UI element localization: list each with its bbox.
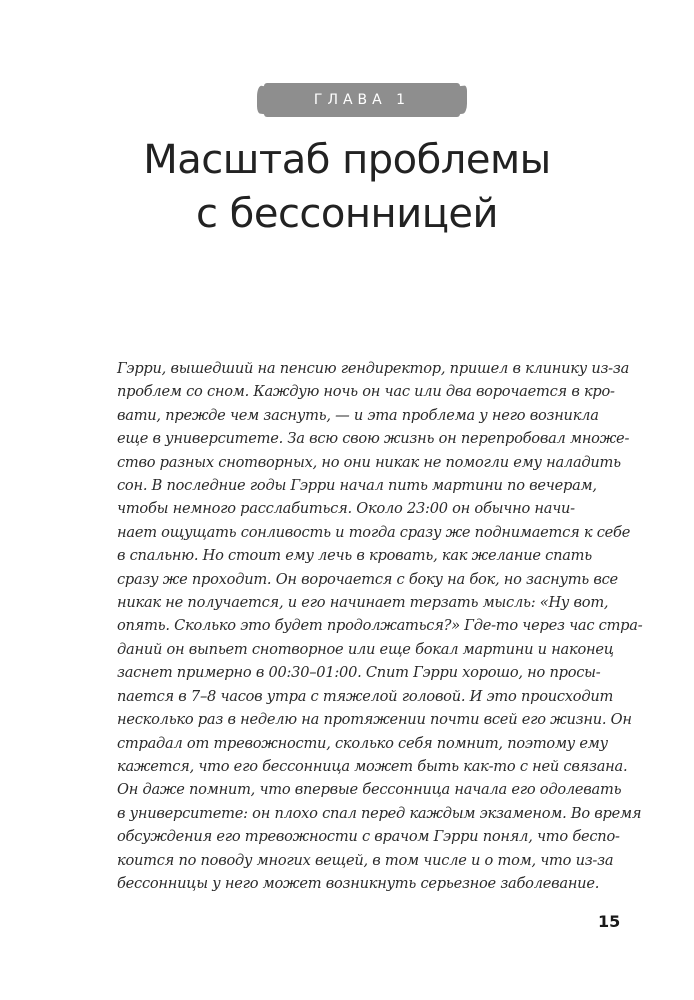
body-line: заснет примерно в 00:30–01:00. Спит Гэрри хорошо, но просы- <box>117 664 601 682</box>
body-paragraph <box>117 357 643 895</box>
body-line: ство разных снотворных, но они никак не помогли ему наладить <box>117 453 621 471</box>
body-line: коится по поводу многих вещей, в том числе и о том, что из-за <box>117 851 614 869</box>
body-line: Гэрри, вышедший на пенсию гендиректор, пришел в клинику из-за <box>117 360 630 377</box>
page-number: 15 <box>598 912 621 931</box>
body-line: сразу же проходит. Он ворочается с боку на бок, но заснуть все <box>117 570 618 588</box>
body-line: страдал от тревожности, сколько себя помнит, поэтому ему <box>117 734 608 752</box>
body-line: вати, прежде чем заснуть, — и эта проблема у него возникла <box>117 406 599 424</box>
chapter-badge <box>264 83 460 117</box>
body-line: обсуждения его тревожности с врачом Гэрри понял, что беспо- <box>117 828 620 846</box>
chapter-title-line: с бессонницей <box>195 191 499 237</box>
body-line: проблем со сном. Каждую ночь он час или два ворочается в кро- <box>117 383 615 401</box>
body-line: Он даже помнит, что впервые бессонница начала его одолевать <box>117 781 622 799</box>
body-line: в университете: он плохо спал перед каждым экзаменом. Во время <box>117 804 642 822</box>
body-line: бессонницы у него может возникнуть серьезное заболевание. <box>117 874 600 892</box>
body-line: опять. Сколько это будет продолжаться?» Где-то через час стра- <box>117 617 643 635</box>
body-line: сон. В последние годы Гэрри начал пить мартини по вечерам, <box>117 477 597 495</box>
body-line: кажется, что его бессонница может быть как-то с ней связана. <box>117 757 628 775</box>
body-line: еще в университете. За всю свою жизнь он перепробовал множе- <box>117 430 630 448</box>
chapter-label: ГЛАВА 1 <box>313 92 411 108</box>
body-line: в спальню. Но стоит ему лечь в кровать, как желание спать <box>117 547 592 565</box>
body-line: несколько раз в неделю на протяжении почти всей его жизни. Он <box>117 711 632 729</box>
body-line: пается в 7–8 часов утра с тяжелой головой. И это происходит <box>117 687 614 705</box>
chapter-title-line: Масштаб проблемы <box>143 137 551 183</box>
body-line: даний он выпьет снотворное или еще бокал мартини и наконец <box>117 640 614 658</box>
chapter-title <box>0 133 694 241</box>
body-line: никак не получается, и его начинает терзать мысль: «Ну вот, <box>117 594 609 612</box>
body-line: нает ощущать сонливость и тогда сразу же поднимается к себе <box>117 523 631 541</box>
body-line: чтобы немного расслабиться. Около 23:00 он обычно начи- <box>117 500 575 518</box>
